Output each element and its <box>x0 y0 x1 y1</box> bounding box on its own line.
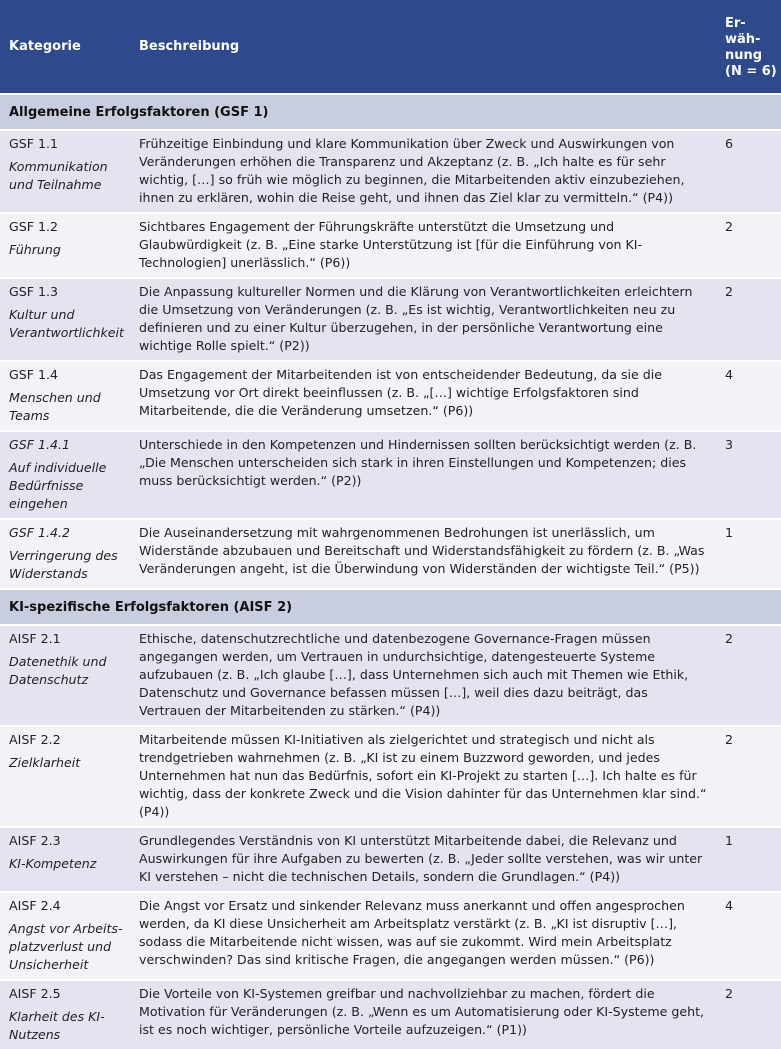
category-name: KI-Kompetenz <box>9 856 97 871</box>
header-beschreibung: Beschreibung <box>132 0 718 94</box>
section-header-row <box>0 94 781 130</box>
category-cell <box>0 892 132 980</box>
category-name: Menschen und Teams <box>9 390 101 423</box>
category-name: Verringerung des Widerstands <box>9 548 118 581</box>
description-cell: Die Angst vor Ersatz und sinkender Relevanz muss anerkannt und offen angesprochen werden, da KI diese Unsicherheit am Arbeitsplatz verstärkt (z. B. „KI ist disruptiv […], sodass die Mitarbeitende nicht wissen, was auf sie zukommt. Wird mein Arbeitsplatz verschwinden? Das sind kritische Fragen, die angegangen werden müssen.“ (P6)) <box>132 892 718 980</box>
header-erwaehnung-line: Er- <box>725 15 746 31</box>
category-name: Kommunikation und Teilnahme <box>9 159 108 192</box>
description-cell: Ethische, datenschutzrechtliche und datenbezogene Governance-Fragen müssen angegangen werden, um Vertrauen in undurchsichtige, datengesteuerte Systeme aufzubauen (z. B. „Ich glaube […], dass Unternehmen sich auch mit Themen wie Ethik, Datenschutz und Governance befassen müssen […], weil dies dazu beiträgt, das Vertrauen der Mitarbeitenden zu stärken.“ (P4)) <box>132 625 718 726</box>
category-code: AISF 2.1 <box>9 631 61 646</box>
category-cell <box>0 431 132 519</box>
category-name: Datenethik und Datenschutz <box>9 654 107 687</box>
category-code: AISF 2.2 <box>9 732 61 747</box>
description-cell: Unterschiede in den Kompetenzen und Hindernissen sollten berücksichtigt werden (z. B. „Die Menschen unterscheiden sich stark in ihren Einstellungen und Kompetenzen; dies muss berücksichtigt werden.“ (P2)) <box>132 431 718 519</box>
mention-count-cell: 2 <box>718 625 781 726</box>
mention-count-cell: 2 <box>718 278 781 361</box>
category-code: AISF 2.5 <box>9 986 61 1001</box>
category-code: GSF 1.4 <box>9 367 59 382</box>
header-erwaehnung <box>718 0 781 94</box>
mention-count-cell: 1 <box>718 519 781 589</box>
mention-count-cell: 3 <box>718 431 781 519</box>
table-body <box>0 94 781 1049</box>
description-cell: Frühzeitige Einbindung und klare Kommunikation über Zweck und Auswirkungen von Veränderungen erhöhen die Transparenz und Akzeptanz (z. B. „Ich halte es für sehr wichtig, […] so früh wie möglich zu beginnen, die Mitarbeitenden aktiv einzubeziehen, ihnen zu erklären, wohin die Reise geht, und ihnen das Ziel klar zu vermitteln.“ (P4)) <box>132 130 718 213</box>
description-cell: Die Anpassung kultureller Normen und die Klärung von Verantwortlichkeiten erleichtern die Umsetzung von Veränderungen (z. B. „Es ist wichtig, Verantwortlichkeiten neu zu definieren und zu einer Kultur überzugehen, in der persönliche Verantwortung eine wichtige Rolle spielt.“ (P2)) <box>132 278 718 361</box>
category-cell <box>0 130 132 213</box>
category-name: Klarheit des KI-Nutzens <box>9 1009 105 1042</box>
header-erwaehnung-line: (N = 6) <box>725 63 777 79</box>
table-header <box>0 0 781 94</box>
category-code: GSF 1.2 <box>9 219 59 234</box>
section-title: KI-spezifische Erfolgsfaktoren (AISF 2) <box>0 589 781 625</box>
description-cell: Grundlegendes Verständnis von KI unterstützt Mitarbeitende dabei, die Relevanz und Auswirkungen für ihre Aufgaben zu bewerten (z. B. „Jeder sollte verstehen, was wir unter KI verstehen – nicht die technischen Details, sondern die Grundlagen.“ (P4)) <box>132 827 718 892</box>
table-row <box>0 519 781 589</box>
table-row <box>0 361 781 431</box>
category-cell <box>0 980 132 1049</box>
category-name: Auf individuelle Bedürfnisse eingehen <box>9 460 107 511</box>
description-cell: Das Engagement der Mitarbeitenden ist von entscheidender Bedeutung, da sie die Umsetzung vor Ort direkt beeinflussen (z. B. „[…] wichtige Erfolgsfaktoren sind Mitarbeitende, die die Veränderung umsetzen.“ (P6)) <box>132 361 718 431</box>
table-row <box>0 431 781 519</box>
category-code: AISF 2.3 <box>9 833 61 848</box>
mention-count-cell: 2 <box>718 213 781 278</box>
header-row <box>0 0 781 94</box>
category-code: GSF 1.1 <box>9 136 59 151</box>
category-name: Führung <box>9 242 61 257</box>
category-name: Angst vor Arbeits-platzverlust und Unsicherheit <box>9 921 123 972</box>
category-cell <box>0 278 132 361</box>
header-erwaehnung-line: nung <box>725 47 763 63</box>
table-row <box>0 726 781 827</box>
category-name: Zielklarheit <box>9 755 81 770</box>
table-row <box>0 827 781 892</box>
section-header-row <box>0 589 781 625</box>
category-code: GSF 1.4.1 <box>9 437 71 452</box>
category-cell <box>0 213 132 278</box>
header-erwaehnung-line: wäh- <box>725 31 761 47</box>
description-cell: Sichtbares Engagement der Führungskräfte unterstützt die Umsetzung und Glaubwürdigkeit (z. B. „Eine starke Unterstützung ist [für die Einführung von KI-Technologien] unerlässlich.“ (P6)) <box>132 213 718 278</box>
category-cell <box>0 726 132 827</box>
table-row <box>0 130 781 213</box>
mention-count-cell: 4 <box>718 361 781 431</box>
category-cell <box>0 827 132 892</box>
header-kategorie: Kategorie <box>0 0 132 94</box>
table-row <box>0 980 781 1049</box>
description-cell: Die Vorteile von KI-Systemen greifbar und nachvollziehbar zu machen, fördert die Motivation für Veränderungen (z. B. „Wenn es um Automatisierung oder KI-Systeme geht, ist es noch wichtiger, persönliche Vorteile aufzuzeigen.“ (P1)) <box>132 980 718 1049</box>
mention-count-cell: 2 <box>718 980 781 1049</box>
mention-count-cell: 4 <box>718 892 781 980</box>
table-row <box>0 625 781 726</box>
category-code: GSF 1.4.2 <box>9 525 71 540</box>
mention-count-cell: 1 <box>718 827 781 892</box>
table-row <box>0 892 781 980</box>
table-row <box>0 213 781 278</box>
category-name: Kultur und Verantwortlichkeit <box>9 307 124 340</box>
mention-count-cell: 2 <box>718 726 781 827</box>
mention-count-cell: 6 <box>718 130 781 213</box>
category-code: AISF 2.4 <box>9 898 61 913</box>
category-code: GSF 1.3 <box>9 284 59 299</box>
description-cell: Die Auseinandersetzung mit wahrgenommenen Bedrohungen ist unerlässlich, um Widerstände abzubauen und Bereitschaft und Widerstandsfähigkeit zu fördern (z. B. „Was Veränderungen angeht, ist die Überwindung von Widerständen der wichtigste Teil.“ (P5)) <box>132 519 718 589</box>
category-cell <box>0 519 132 589</box>
section-title: Allgemeine Erfolgsfaktoren (GSF 1) <box>0 94 781 130</box>
table-row <box>0 278 781 361</box>
category-cell <box>0 625 132 726</box>
category-cell <box>0 361 132 431</box>
description-cell: Mitarbeitende müssen KI-Initiativen als zielgerichtet und strategisch und nicht als trendgetrieben wahrnehmen (z. B. „KI ist zu einem Buzzword geworden, und jedes Unternehmen hat nun das Bedürfnis, sofort ein KI-Projekt zu starten […]. Ich halte es für wichtig, dass der konkrete Zweck und die Vision dahinter für das Unternehmen klar sind.“ (P4)) <box>132 726 718 827</box>
